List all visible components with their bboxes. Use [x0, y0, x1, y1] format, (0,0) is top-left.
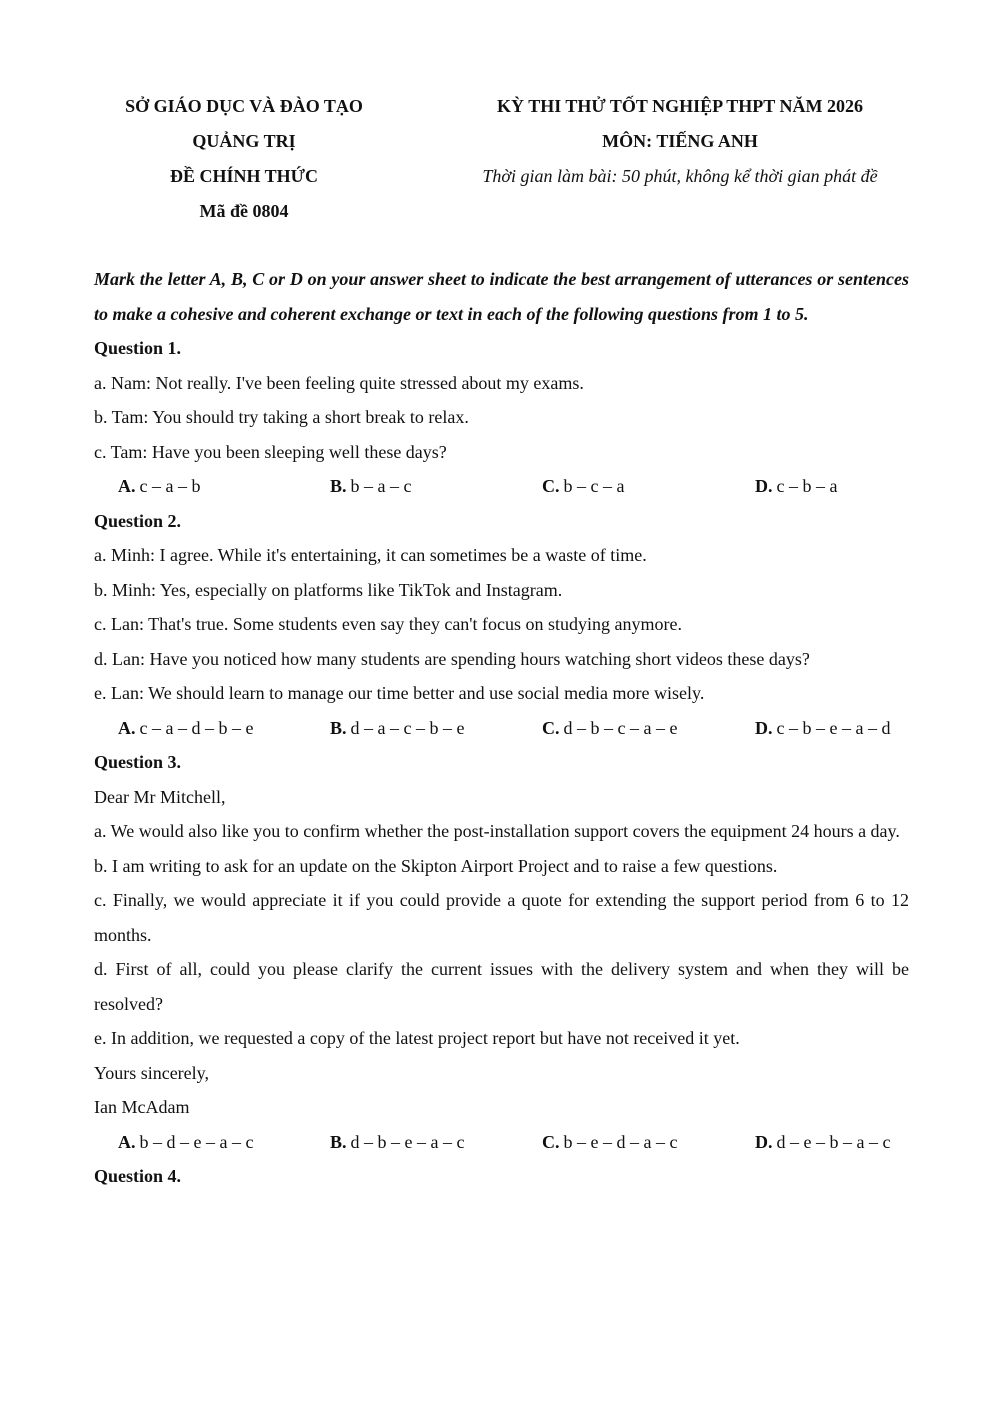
utterance-c: c. Lan: That's true. Some students even say they can't focus on studying anymore. — [94, 614, 683, 634]
utterance-b: b. Tam: You should try taking a short break to relax. — [94, 407, 469, 427]
option-text: c – a – d – b – e — [139, 717, 254, 738]
option-text: c – b – a — [776, 476, 838, 496]
option-letter: B. — [330, 476, 347, 496]
utterance-c: c. Tam: Have you been sleeping well these days? — [94, 441, 447, 462]
option-text: b – a – c — [350, 476, 412, 496]
question-4 — [94, 1159, 909, 1194]
utterance-a: a. Nam: Not really. I've been feeling quite stressed about my exams. — [94, 372, 584, 393]
department-name: SỞ GIÁO DỤC VÀ ĐÀO TẠO — [125, 96, 363, 116]
official-label: ĐỀ CHÍNH THỨC — [169, 166, 319, 186]
option-b[interactable] — [330, 1125, 464, 1159]
option-d[interactable] — [755, 469, 837, 503]
option-letter: D. — [755, 717, 773, 738]
option-letter: D. — [755, 1131, 773, 1152]
option-d[interactable] — [755, 711, 890, 745]
sentence-a: a. We would also like you to confirm whether the post-installation support covers the equipment 24 hours a day. — [94, 821, 900, 841]
utterance-e: e. Lan: We should learn to manage our time better and use social media more wisely. — [94, 683, 705, 703]
exam-content — [94, 262, 909, 1194]
question-1 — [94, 331, 909, 504]
question-title: Question 4. — [94, 1166, 182, 1186]
question-2 — [94, 504, 909, 746]
answer-options — [94, 711, 909, 746]
option-text: c – a – b — [139, 476, 201, 496]
option-b[interactable] — [330, 469, 412, 503]
letter-salutation: Dear Mr Mitchell, — [94, 786, 226, 807]
option-d[interactable] — [755, 1125, 890, 1159]
option-letter: C. — [542, 476, 560, 496]
exam-header — [0, 92, 992, 232]
option-letter: A. — [118, 1131, 136, 1152]
exam-subject: MÔN: TIẾNG ANH — [602, 131, 758, 151]
option-a[interactable] — [118, 711, 253, 745]
option-text: d – a – c – b – e — [350, 717, 465, 738]
option-letter: A. — [118, 717, 136, 738]
option-c[interactable] — [542, 1125, 677, 1159]
option-letter: B. — [330, 717, 347, 738]
option-text: d – b – c – a – e — [563, 717, 678, 738]
utterance-d: d. Lan: Have you noticed how many students are spending hours watching short videos these days? — [94, 648, 810, 669]
exam-info-block — [440, 92, 920, 197]
option-text: b – c – a — [563, 476, 625, 496]
option-text: d – e – b – a – c — [776, 1131, 891, 1152]
option-text: b – e – d – a – c — [563, 1131, 678, 1152]
exam-code: Mã đề 0804 — [199, 201, 289, 221]
option-b[interactable] — [330, 711, 464, 745]
option-text: c – b – e – a – d — [776, 717, 891, 738]
department-block — [94, 92, 394, 232]
option-letter: B. — [330, 1131, 347, 1152]
question-3 — [94, 745, 909, 1159]
option-letter: C. — [542, 717, 560, 738]
option-letter: A. — [118, 476, 136, 496]
exam-title: KỲ THI THỬ TỐT NGHIỆP THPT NĂM 2026 — [497, 96, 863, 116]
sentence-e: e. In addition, we requested a copy of the latest project report but have not received it yet. — [94, 1028, 740, 1048]
question-title: Question 1. — [94, 338, 182, 358]
utterance-b: b. Minh: Yes, especially on platforms like TikTok and Instagram. — [94, 579, 563, 600]
option-text: b – d – e – a – c — [139, 1131, 254, 1152]
sentence-b: b. I am writing to ask for an update on the Skipton Airport Project and to raise a few questions. — [94, 855, 778, 876]
option-letter: D. — [755, 476, 773, 496]
option-a[interactable] — [118, 469, 200, 503]
option-letter: C. — [542, 1131, 560, 1152]
sentence-d: d. First of all, could you please clarify the current issues with the delivery system and when they will be resolved? — [94, 959, 909, 1014]
letter-signature: Ian McAdam — [94, 1097, 190, 1117]
exam-time: Thời gian làm bài: 50 phút, không kể thời gian phát đề — [482, 166, 878, 186]
sentence-c: c. Finally, we would appreciate it if you could provide a quote for extending the support period from 6 to 12 months. — [94, 890, 909, 945]
answer-options — [94, 469, 909, 504]
option-c[interactable] — [542, 711, 677, 745]
letter-closing: Yours sincerely, — [94, 1062, 209, 1083]
utterance-a: a. Minh: I agree. While it's entertaining, it can sometimes be a waste of time. — [94, 545, 647, 565]
question-title: Question 3. — [94, 752, 182, 772]
province-name: QUẢNG TRỊ — [192, 131, 296, 151]
answer-options — [94, 1125, 909, 1160]
option-text: d – b – e – a – c — [350, 1131, 465, 1152]
option-a[interactable] — [118, 1125, 253, 1159]
section-instruction: Mark the letter A, B, C or D on your answer sheet to indicate the best arrangement of utterances or sentences to make a cohesive and coherent exchange or text in each of the following questions from 1 to 5. — [94, 269, 909, 324]
option-c[interactable] — [542, 469, 624, 503]
question-title: Question 2. — [94, 510, 182, 531]
